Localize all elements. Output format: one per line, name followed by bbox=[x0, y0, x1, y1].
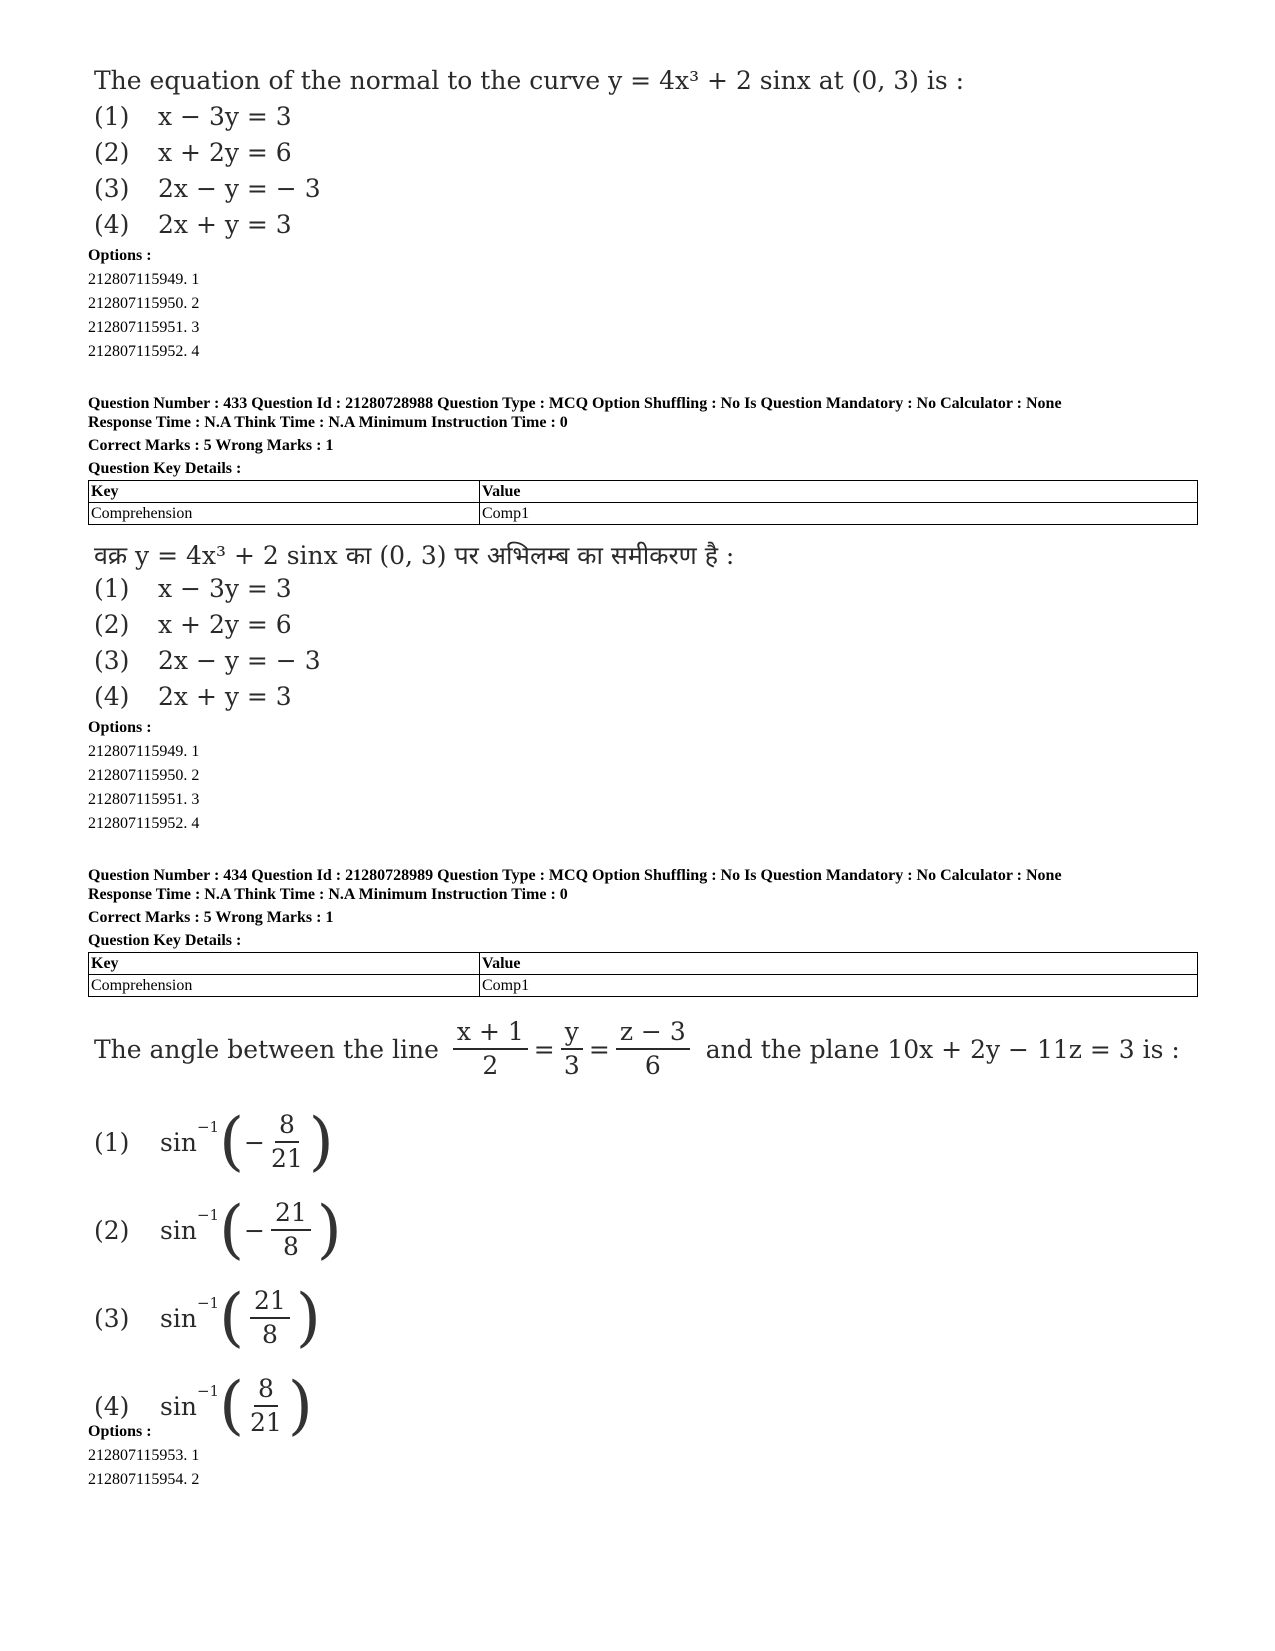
fraction-z: $\frac{z - 3}{6}$ bbox=[616, 1016, 690, 1082]
options-label: Options : bbox=[88, 719, 152, 736]
choice-3: (3) 2x − y = − 3 bbox=[94, 174, 321, 203]
stem-text-pre: The angle between the line bbox=[94, 1034, 439, 1064]
choice-4: (4) sin $^{-1}$ ( $\frac{8}{21}$ ) bbox=[94, 1369, 313, 1443]
option-id: 212807115951. 3 bbox=[88, 791, 200, 808]
key-details-table bbox=[88, 952, 1198, 997]
question-432-image bbox=[94, 66, 964, 246]
options-block bbox=[88, 716, 199, 836]
choice-2: (2) x + 2y = 6 bbox=[94, 138, 292, 167]
choice-3: (3) 2x − y = − 3 bbox=[94, 646, 321, 675]
option-id: 212807115950. 2 bbox=[88, 767, 200, 784]
fraction-x: $\frac{x + 1}{2}$ bbox=[453, 1016, 528, 1082]
question-stem: The equation of the normal to the curve y = 4x³ + 2 sinx at (0, 3) is : bbox=[94, 66, 965, 95]
question-434-image bbox=[94, 1014, 1180, 1450]
choice-2: (2) sin $^{-1}$ ( − $\frac{21}{8}$ ) bbox=[94, 1193, 342, 1267]
table-cell-key: Comprehension bbox=[89, 503, 480, 525]
question-marks: Correct Marks : 5 Wrong Marks : 1 bbox=[88, 437, 334, 454]
options-label: Options : bbox=[88, 247, 152, 264]
stem-text-post: and the plane 10x + 2y − 11z = 3 is : bbox=[705, 1034, 1180, 1064]
question-key-details-label: Question Key Details : bbox=[88, 460, 242, 477]
options-block bbox=[88, 244, 199, 364]
choice-1: (1) x − 3y = 3 bbox=[94, 102, 292, 131]
choice-1: (1) sin $^{-1}$ ( − $\frac{8}{21}$ ) bbox=[94, 1105, 334, 1179]
table-header-row bbox=[89, 481, 1198, 503]
table-header-key: Key bbox=[89, 481, 480, 503]
equals-sign: = bbox=[588, 1034, 610, 1064]
choice-4: (4) 2x + y = 3 bbox=[94, 682, 292, 711]
option-id: 212807115949. 1 bbox=[88, 271, 200, 288]
question-key-details-label: Question Key Details : bbox=[88, 932, 242, 949]
table-cell-value: Comp1 bbox=[480, 975, 1198, 997]
equals-sign: = bbox=[533, 1034, 555, 1064]
choice-2: (2) x + 2y = 6 bbox=[94, 610, 292, 639]
choice-3: (3) sin $^{-1}$ ( $\frac{21}{8}$ ) bbox=[94, 1281, 321, 1355]
table-header-row bbox=[89, 953, 1198, 975]
options-label: Options : bbox=[88, 1423, 152, 1440]
option-id: 212807115952. 4 bbox=[88, 343, 200, 360]
question-stem bbox=[94, 1014, 1180, 1084]
question-434-header bbox=[88, 866, 1062, 950]
table-header-value: Value bbox=[480, 953, 1198, 975]
question-meta-line: Question Number : 434 Question Id : 21280728989 Question Type : MCQ Option Shuffling : No Is Question Mandatory : No Calculator : None bbox=[88, 867, 1062, 884]
key-details-table bbox=[88, 480, 1198, 525]
question-marks: Correct Marks : 5 Wrong Marks : 1 bbox=[88, 909, 334, 926]
fraction-y: $\frac{y}{3}$ bbox=[561, 1016, 583, 1082]
option-id: 212807115951. 3 bbox=[88, 319, 200, 336]
choice-4: (4) 2x + y = 3 bbox=[94, 210, 292, 239]
question-stem: वक्र y = 4x³ + 2 sinx का (0, 3) पर अभिलम्ब का समीकरण है : bbox=[94, 541, 735, 570]
option-id: 212807115949. 1 bbox=[88, 743, 200, 760]
option-id: 212807115953. 1 bbox=[88, 1447, 200, 1464]
question-meta-line: Question Number : 433 Question Id : 21280728988 Question Type : MCQ Option Shuffling : No Is Question Mandatory : No Calculator : None bbox=[88, 395, 1062, 412]
table-cell-key: Comprehension bbox=[89, 975, 480, 997]
choice-1: (1) x − 3y = 3 bbox=[94, 574, 292, 603]
table-cell-value: Comp1 bbox=[480, 503, 1198, 525]
question-timing-line: Response Time : N.A Think Time : N.A Minimum Instruction Time : 0 bbox=[88, 886, 568, 903]
question-timing-line: Response Time : N.A Think Time : N.A Minimum Instruction Time : 0 bbox=[88, 414, 568, 431]
options-block bbox=[88, 1420, 199, 1492]
table-header-value: Value bbox=[480, 481, 1198, 503]
question-433-image bbox=[94, 538, 734, 718]
table-row bbox=[89, 503, 1198, 525]
option-id: 212807115952. 4 bbox=[88, 815, 200, 832]
option-id: 212807115954. 2 bbox=[88, 1471, 200, 1488]
table-row bbox=[89, 975, 1198, 997]
option-id: 212807115950. 2 bbox=[88, 295, 200, 312]
table-header-key: Key bbox=[89, 953, 480, 975]
question-433-header bbox=[88, 394, 1062, 478]
